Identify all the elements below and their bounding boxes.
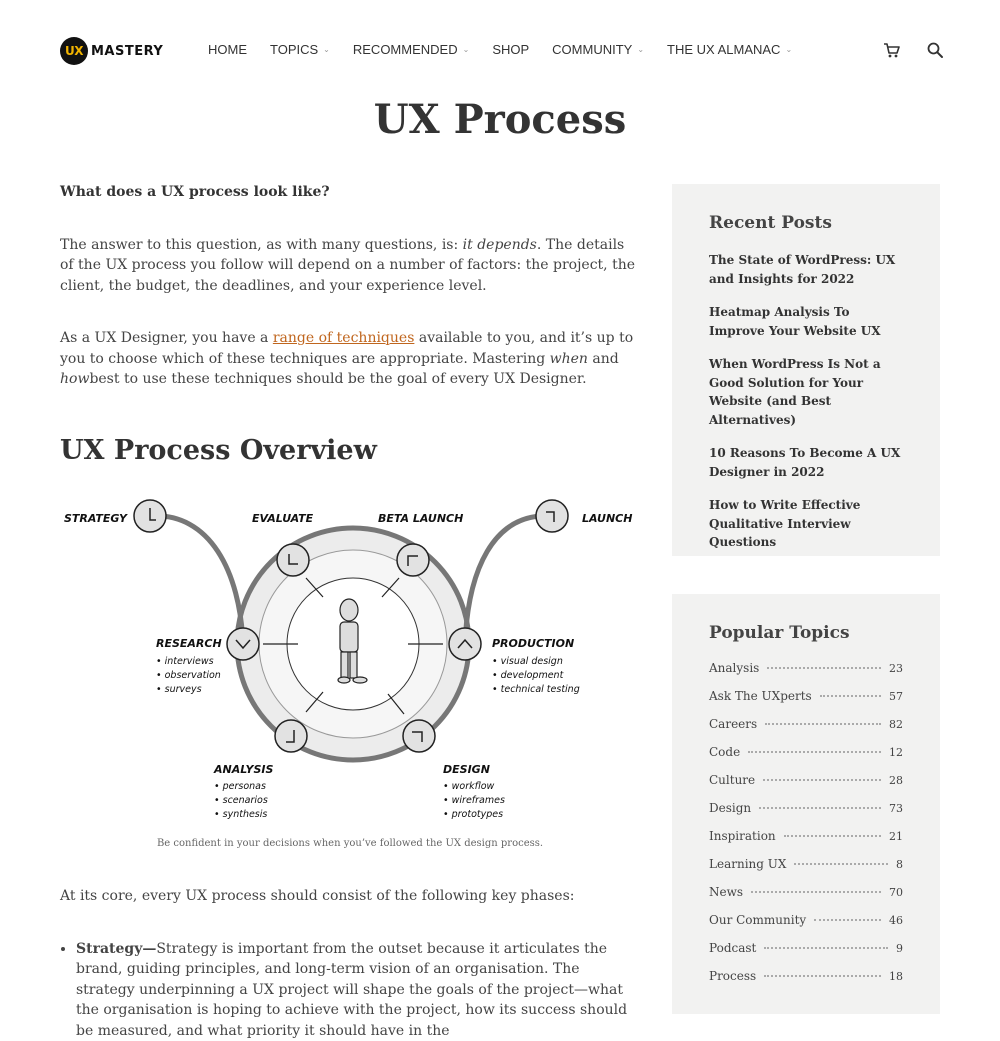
topic-name: Inspiration <box>709 829 776 843</box>
research-item: • interviews <box>156 656 214 667</box>
topic-item[interactable] <box>709 941 903 969</box>
topic-count: 57 <box>889 690 903 703</box>
range-of-techniques-link[interactable]: range of techniques <box>273 330 415 346</box>
paragraph <box>60 328 640 390</box>
popular-topics-widget <box>672 594 940 1014</box>
label-evaluate: EVALUATE <box>252 512 314 525</box>
text: best to use these techniques should be the goal of every UX Designer. <box>89 371 586 387</box>
dot-leader <box>748 751 881 753</box>
chevron-down-icon: ⌄ <box>637 45 644 54</box>
topic-name: Culture <box>709 773 755 787</box>
topic-name: Code <box>709 745 740 759</box>
topic-name: Podcast <box>709 941 756 955</box>
nav-shop[interactable] <box>492 42 529 57</box>
topic-name: Careers <box>709 717 757 731</box>
nav-label: TOPICS <box>270 42 318 57</box>
recent-post-link[interactable]: The State of WordPress: UX and Insights for 2022 <box>709 251 903 288</box>
dot-leader <box>759 807 881 809</box>
paragraph: At its core, every UX process should consist of the following key phases: <box>60 886 640 907</box>
site-logo[interactable] <box>60 37 163 65</box>
widget-title: Popular Topics <box>709 623 903 643</box>
dot-leader <box>767 667 881 669</box>
recent-posts-widget <box>672 184 940 556</box>
intro-question: What does a UX process look like? <box>60 182 640 203</box>
topic-item[interactable] <box>709 745 903 773</box>
design-item: • prototypes <box>443 809 503 820</box>
topic-count: 18 <box>889 970 903 983</box>
research-item: • surveys <box>156 684 202 695</box>
topic-name: Analysis <box>709 661 759 675</box>
phase-list <box>60 939 640 1041</box>
article-body <box>60 180 640 1041</box>
topic-count: 21 <box>889 830 903 843</box>
logo-badge: UX <box>60 37 88 65</box>
cart-icon[interactable] <box>883 41 901 59</box>
dot-leader <box>764 975 881 977</box>
dot-leader <box>763 779 881 781</box>
recent-post-link[interactable]: How to Write Effective Qualitative Interview Questions <box>709 496 903 552</box>
dot-leader <box>784 835 881 837</box>
label-strategy: STRATEGY <box>64 512 128 525</box>
topic-name: Ask The UXperts <box>709 689 812 703</box>
topic-count: 82 <box>889 718 903 731</box>
label-beta-launch: BETA LAUNCH <box>378 512 463 525</box>
topic-item[interactable] <box>709 913 903 941</box>
analysis-item: • synthesis <box>214 809 267 820</box>
widget-title: Recent Posts <box>709 213 903 233</box>
topic-item[interactable] <box>709 801 903 829</box>
dot-leader <box>820 695 881 697</box>
topic-count: 12 <box>889 746 903 759</box>
topic-count: 28 <box>889 774 903 787</box>
dot-leader <box>814 919 881 921</box>
label-research: RESEARCH <box>156 637 222 650</box>
dot-leader <box>794 863 888 865</box>
recent-post-link[interactable]: Heatmap Analysis To Improve Your Website UX <box>709 303 903 340</box>
emphasis: how <box>60 371 89 387</box>
nav-label: HOME <box>208 42 247 57</box>
topic-item[interactable] <box>709 885 903 913</box>
topic-name: Design <box>709 801 751 815</box>
topic-name: Learning UX <box>709 857 786 871</box>
recent-post-link[interactable]: When WordPress Is Not a Good Solution for Your Website (and Best Alternatives) <box>709 355 903 429</box>
text: As a UX Designer, you have a <box>60 330 273 346</box>
nav-home[interactable] <box>208 42 247 57</box>
chevron-down-icon: ⌄ <box>785 45 792 54</box>
text: The answer to this question, as with many questions, is: <box>60 237 463 253</box>
label-analysis: ANALYSIS <box>213 763 274 776</box>
nav-community[interactable] <box>552 42 644 57</box>
paragraph <box>60 235 640 297</box>
topic-item[interactable] <box>709 661 903 689</box>
chevron-down-icon: ⌄ <box>463 45 470 54</box>
production-item: • technical testing <box>492 684 580 695</box>
topic-count: 46 <box>889 914 903 927</box>
diagram-svg <box>60 492 640 832</box>
emphasis: when <box>550 351 588 367</box>
nav-label: SHOP <box>492 42 529 57</box>
logo-text: MASTERY <box>91 44 163 59</box>
nav-label: THE UX ALMANAC <box>667 42 780 57</box>
label-launch: LAUNCH <box>582 512 632 525</box>
dot-leader <box>765 723 881 725</box>
analysis-item: • personas <box>214 781 266 792</box>
production-item: • visual design <box>492 656 563 667</box>
topic-count: 70 <box>889 886 903 899</box>
nav-label: COMMUNITY <box>552 42 632 57</box>
search-icon[interactable] <box>926 41 944 59</box>
topic-item[interactable] <box>709 969 903 997</box>
topic-item[interactable] <box>709 773 903 801</box>
topic-name: Process <box>709 969 756 983</box>
topic-item[interactable] <box>709 857 903 885</box>
emphasis: it depends <box>463 237 537 253</box>
topic-count: 23 <box>889 662 903 675</box>
recent-post-link[interactable]: 10 Reasons To Become A UX Designer in 2022 <box>709 444 903 481</box>
production-item: • development <box>492 670 565 681</box>
design-item: • wireframes <box>443 795 505 806</box>
topic-count: 8 <box>896 858 903 871</box>
page-title: UX Process <box>0 96 1000 143</box>
label-design: DESIGN <box>443 763 490 776</box>
nav-topics[interactable] <box>270 42 330 57</box>
list-item <box>76 939 640 1041</box>
dot-leader <box>751 891 881 893</box>
topic-name: News <box>709 885 743 899</box>
nav-label: RECOMMENDED <box>353 42 458 57</box>
nav-recommended[interactable] <box>353 42 469 57</box>
research-item: • observation <box>156 670 221 681</box>
analysis-item: • scenarios <box>214 795 268 806</box>
label-production: PRODUCTION <box>492 637 574 650</box>
section-heading: UX Process Overview <box>60 434 640 468</box>
topic-name: Our Community <box>709 913 806 927</box>
topic-item[interactable] <box>709 717 903 745</box>
list-item-title: Strategy— <box>76 941 156 957</box>
main-nav <box>208 42 815 57</box>
nav-ux-almanac[interactable] <box>667 42 792 57</box>
topic-item[interactable] <box>709 689 903 717</box>
text: available to you, and it’s up to you to choose which of these techniques are appropriate. Mastering <box>60 330 633 367</box>
dot-leader <box>764 947 888 949</box>
topic-item[interactable] <box>709 829 903 857</box>
design-item: • workflow <box>443 781 495 792</box>
topic-count: 73 <box>889 802 903 815</box>
topic-count: 9 <box>896 942 903 955</box>
site-header <box>0 0 1000 100</box>
ux-process-diagram <box>60 492 640 832</box>
chevron-down-icon: ⌄ <box>323 45 330 54</box>
figure-caption: Be confident in your decisions when you’ve followed the UX design process. <box>60 834 640 855</box>
text: . The details of the UX process you follow will depend on a number of factors: the project, the client, the budget, the deadlines, and your experience level. <box>60 237 635 294</box>
list-item-text: Strategy is important from the outset because it articulates the brand, guiding principles, and long-term vision of an organisation. The strategy underpinning a UX project will shape the goals of the project—what the organisation is hoping to achieve with the project, how its success should be measured, and what priority it should have in the <box>76 941 627 1039</box>
text: and <box>588 351 619 367</box>
